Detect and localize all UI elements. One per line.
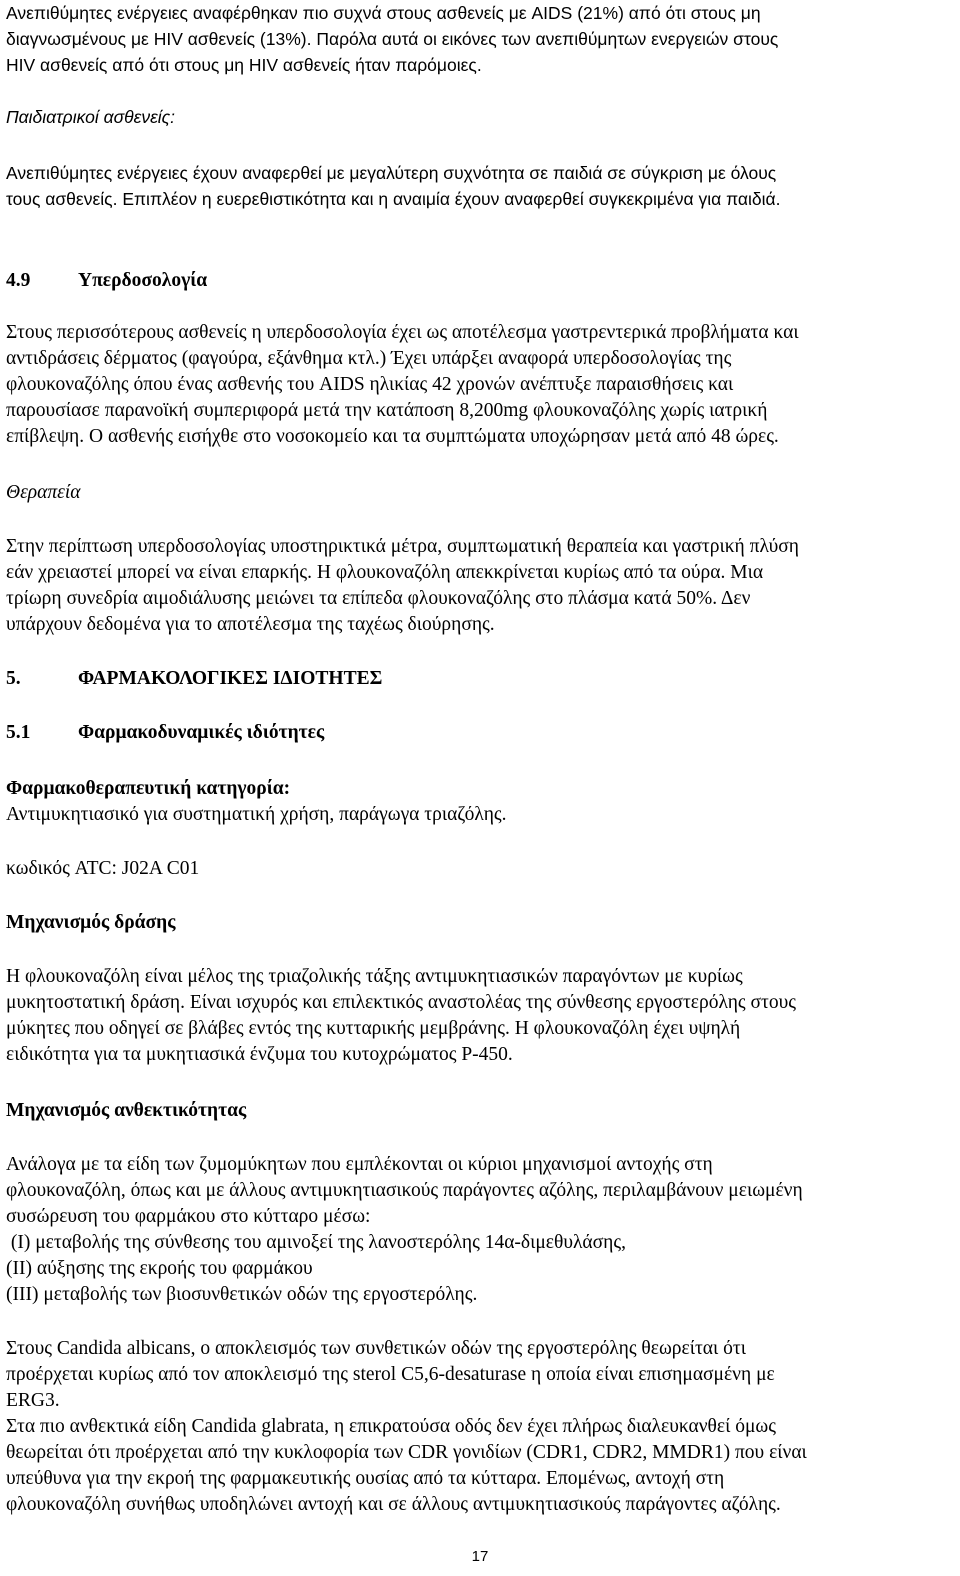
text-line: φλουκοναζόλης όπου ένας ασθενής του AIDS ηλικίας 42 χρονών ανέπτυξε παραισθήσεις και <box>6 374 734 395</box>
section-number: 5.1 <box>6 722 31 743</box>
category-title: Φαρμακοθεραπευτική κατηγορία: <box>6 778 291 799</box>
section-number: 4.9 <box>6 270 31 291</box>
text-line: Η φλουκοναζόλη είναι μέλος της τριαζολικής τάξης αντιμυκητιασικών παραγόντων με κυρίως <box>6 966 743 987</box>
section-title: Υπερδοσολογία <box>78 270 208 291</box>
text-line: ειδικότητα για τα μυκητιασικά ένζυμα του κυτοχρώματος P-450. <box>6 1044 513 1065</box>
text-line: μύκητες που οδηγεί σε βλάβες εντός της κυτταρικής μεμβράνης. Η φλουκοναζόλη έχει υψηλή <box>6 1018 741 1039</box>
list-item: (ΙΙ) αύξησης της εκροής του φαρμάκου <box>6 1258 313 1279</box>
text-line: τους ασθενείς. Επιπλέον η ευερεθιστικότητα και η αναιμία έχουν αναφερθεί συγκεκριμένα για παιδιά. <box>6 189 781 209</box>
pediatric-title: Παιδιατρικοί ασθενείς: <box>6 107 176 127</box>
therapy-title: Θεραπεία <box>6 482 81 503</box>
text-line: διαγνωσμένους με HIV ασθενείς (13%). Παρόλα αυτά οι εικόνες των ανεπιθύμητων ενεργειών στους <box>6 29 779 49</box>
text-line: επίβλεψη. Ο ασθενής εισήχθε στο νοσοκομείο και τα συμπτώματα υποχώρησαν μετά από 48 ώρες. <box>6 426 779 447</box>
section51-heading <box>6 720 954 746</box>
resistance-paragraph <box>6 1152 954 1308</box>
text-line: μυκητοστατική δράση. Είναι ισχυρός και επιλεκτικός αναστολέας της σύνθεσης εργοστερόλης στους <box>6 992 796 1013</box>
mechanism-paragraph <box>6 964 954 1068</box>
list-item: (ΙΙΙ) μεταβολής των βιοσυνθετικών οδών της εργοστερόλης. <box>6 1284 478 1305</box>
text-line: Ανεπιθύμητες ενέργειες έχουν αναφερθεί με μεγαλύτερη συχνότητα σε παιδιά σε σύγκριση με όλους <box>6 163 777 183</box>
atc-code: κωδικός ATC: J02A C01 <box>6 858 200 879</box>
mechanism-title: Μηχανισμός δράσης <box>6 912 176 933</box>
overdose-paragraph <box>6 320 954 450</box>
text-line: HIV ασθενείς από ότι στους μη HIV ασθενείς ήταν παρόμοιες. <box>6 55 482 75</box>
text-line: προέρχεται κυρίως από τον αποκλεισμό της sterol C5,6-desaturase η οποία είναι επισημασμένη με <box>6 1364 775 1385</box>
section-number: 5. <box>6 668 21 689</box>
text-line: Ανεπιθύμητες ενέργειες αναφέρθηκαν πιο συχνά στους ασθενείς με AIDS (21%) από ότι στους μη <box>6 3 761 23</box>
text-line: Στα πιο ανθεκτικά είδη Candida glabrata, η επικρατούσα οδός δεν έχει πλήρως διαλευκανθεί όμως <box>6 1416 776 1437</box>
page-number: 17 <box>471 1548 489 1565</box>
text-line: παρουσίασε παρανοϊκή συμπεριφορά μετά την κατάποση 8,200mg φλουκοναζόλης χωρίς ιατρική <box>6 400 768 421</box>
therapy-paragraph <box>6 534 954 638</box>
section-title: Φαρμακοδυναμικές ιδιότητες <box>78 722 325 743</box>
text-line: Ανάλογα με τα είδη των ζυμομύκητων που εμπλέκονται οι κύριοι μηχανισμοί αντοχής στη <box>6 1154 713 1175</box>
resistance-title: Μηχανισμός ανθεκτικότητας <box>6 1100 247 1121</box>
section5-heading <box>6 666 954 692</box>
section-title: ΦΑΡΜΑΚΟΛΟΓΙΚΕΣ ΙΔΙΟΤΗΤΕΣ <box>78 668 383 689</box>
category-text: Αντιμυκητιασικό για συστηματική χρήση, παράγωγα τριαζόλης. <box>6 804 507 825</box>
text-line: εάν χρειαστεί μπορεί να είναι επαρκής. Η φλουκοναζόλη απεκκρίνεται κυρίως από τα ούρα. Μια <box>6 562 764 583</box>
candida-paragraph <box>6 1336 954 1518</box>
text-line: θεωρείται ότι προέρχεται από την κυκλοφορία των CDR γονιδίων (CDR1, CDR2, MMDR1) που είναι <box>6 1442 807 1463</box>
text-line: Στην περίπτωση υπερδοσολογίας υποστηρικτικά μέτρα, συμπτωματική θεραπεία και γαστρική πλύση <box>6 536 799 557</box>
category-block <box>6 776 954 828</box>
text-line: υπεύθυνα για την εκροή της φαρμακευτικής ουσίας από τα κύτταρα. Επομένως, αντοχή στη <box>6 1468 725 1489</box>
text-line: φλουκοναζόλη, όπως και με άλλους αντιμυκητιασικούς παράγοντες αζόλης, περιλαμβάνουν μειωμένη <box>6 1180 803 1201</box>
text-line: υπάρχουν δεδομένα για το αποτέλεσμα της ταχέως διούρησης. <box>6 614 495 635</box>
text-line: αντιδράσεις δέρματος (φαγούρα, εξάνθημα κτλ.) Έχει υπάρξει αναφορά υπερδοσολογίας της <box>6 348 732 369</box>
text-line: Στους περισσότερους ασθενείς η υπερδοσολογία έχει ως αποτέλεσμα γαστρεντερικά προβλήματα και <box>6 322 799 343</box>
text-line: συσώρευση του φαρμάκου στο κύτταρο μέσω: <box>6 1206 371 1227</box>
text-line: Στους Candida albicans, ο αποκλεισμός των συνθετικών οδών της εργοστερόλης θεωρείται ότι <box>6 1338 746 1359</box>
text-line: φλουκοναζόλη συνήθως υποδηλώνει αντοχή και σε άλλους αντιμυκητιασικούς παράγοντες αζόλης. <box>6 1494 781 1515</box>
text-line: ERG3. <box>6 1390 60 1411</box>
overdose-heading <box>6 268 954 294</box>
list-item: (Ι) μεταβολής της σύνθεσης του αμινοξεί της λανοστερόλης 14α-διμεθυλάσης, <box>6 1232 626 1253</box>
text-line: τρίωρη συνεδρία αιμοδιάλυσης μειώνει τα επίπεδα φλουκοναζόλης στο πλάσμα κατά 50%. Δεν <box>6 588 751 609</box>
pediatric-paragraph <box>6 160 954 212</box>
intro-paragraph <box>6 0 954 78</box>
